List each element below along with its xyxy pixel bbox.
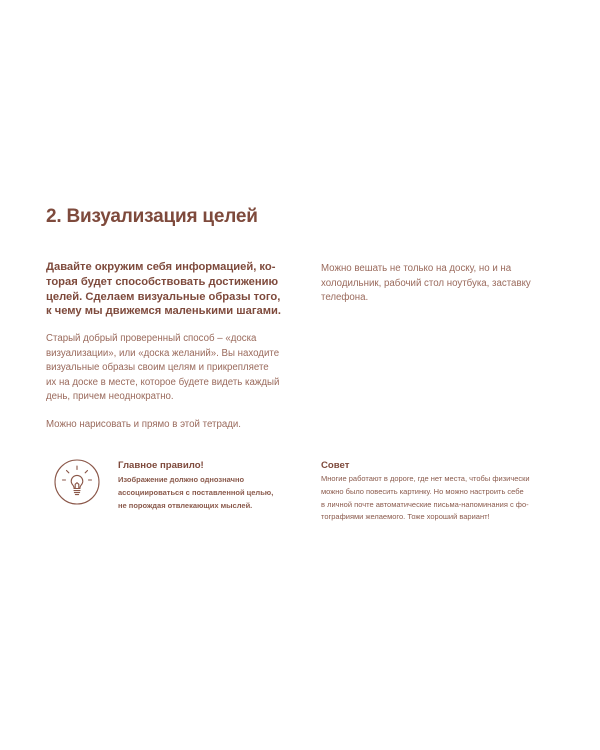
advice-text: Многие работают в дороге, где нет места, чтобы физически можно было повесить картинку. Но можно настроить себе в личной почте автоматические письма-напоминания с фо- тографиями желаемого. Тоже хороший вариант!: [321, 474, 530, 522]
section-title: 2. Визуализация целей: [46, 206, 258, 227]
body-paragraph-where-to-hang: Можно вешать не только на доску, но и на холодильник, рабочий стол ноутбука, заставку телефона.: [321, 263, 531, 303]
lightbulb-icon: [54, 459, 100, 505]
main-rule-title: Главное правило!: [118, 460, 204, 471]
left-column: [46, 260, 296, 432]
body-paragraph-visualization-board: Старый добрый проверенный способ – «доска визуализации», или «доска желаний». Вы находите визуальные образы своим целям и прикрепляете их на доске в месте, которое будете видеть каждый день, причем неоднократно.: [46, 333, 280, 403]
right-column: [321, 262, 561, 306]
main-rule-text: Изображение должно однозначно ассоциироваться с поставленной целью, не порождая отвлекающих мыслей.: [118, 475, 274, 510]
main-rule-callout: [118, 460, 308, 512]
lead-paragraph: Давайте окружим себя информацией, ко- торая будет способствовать достижению целей. Сделаем визуальные образы того, к чему мы движемся маленькими шагами.: [46, 261, 281, 318]
advice-callout: [321, 460, 561, 524]
body-paragraph-draw-here: Можно нарисовать и прямо в этой тетради.: [46, 418, 241, 430]
advice-title: Совет: [321, 460, 350, 471]
